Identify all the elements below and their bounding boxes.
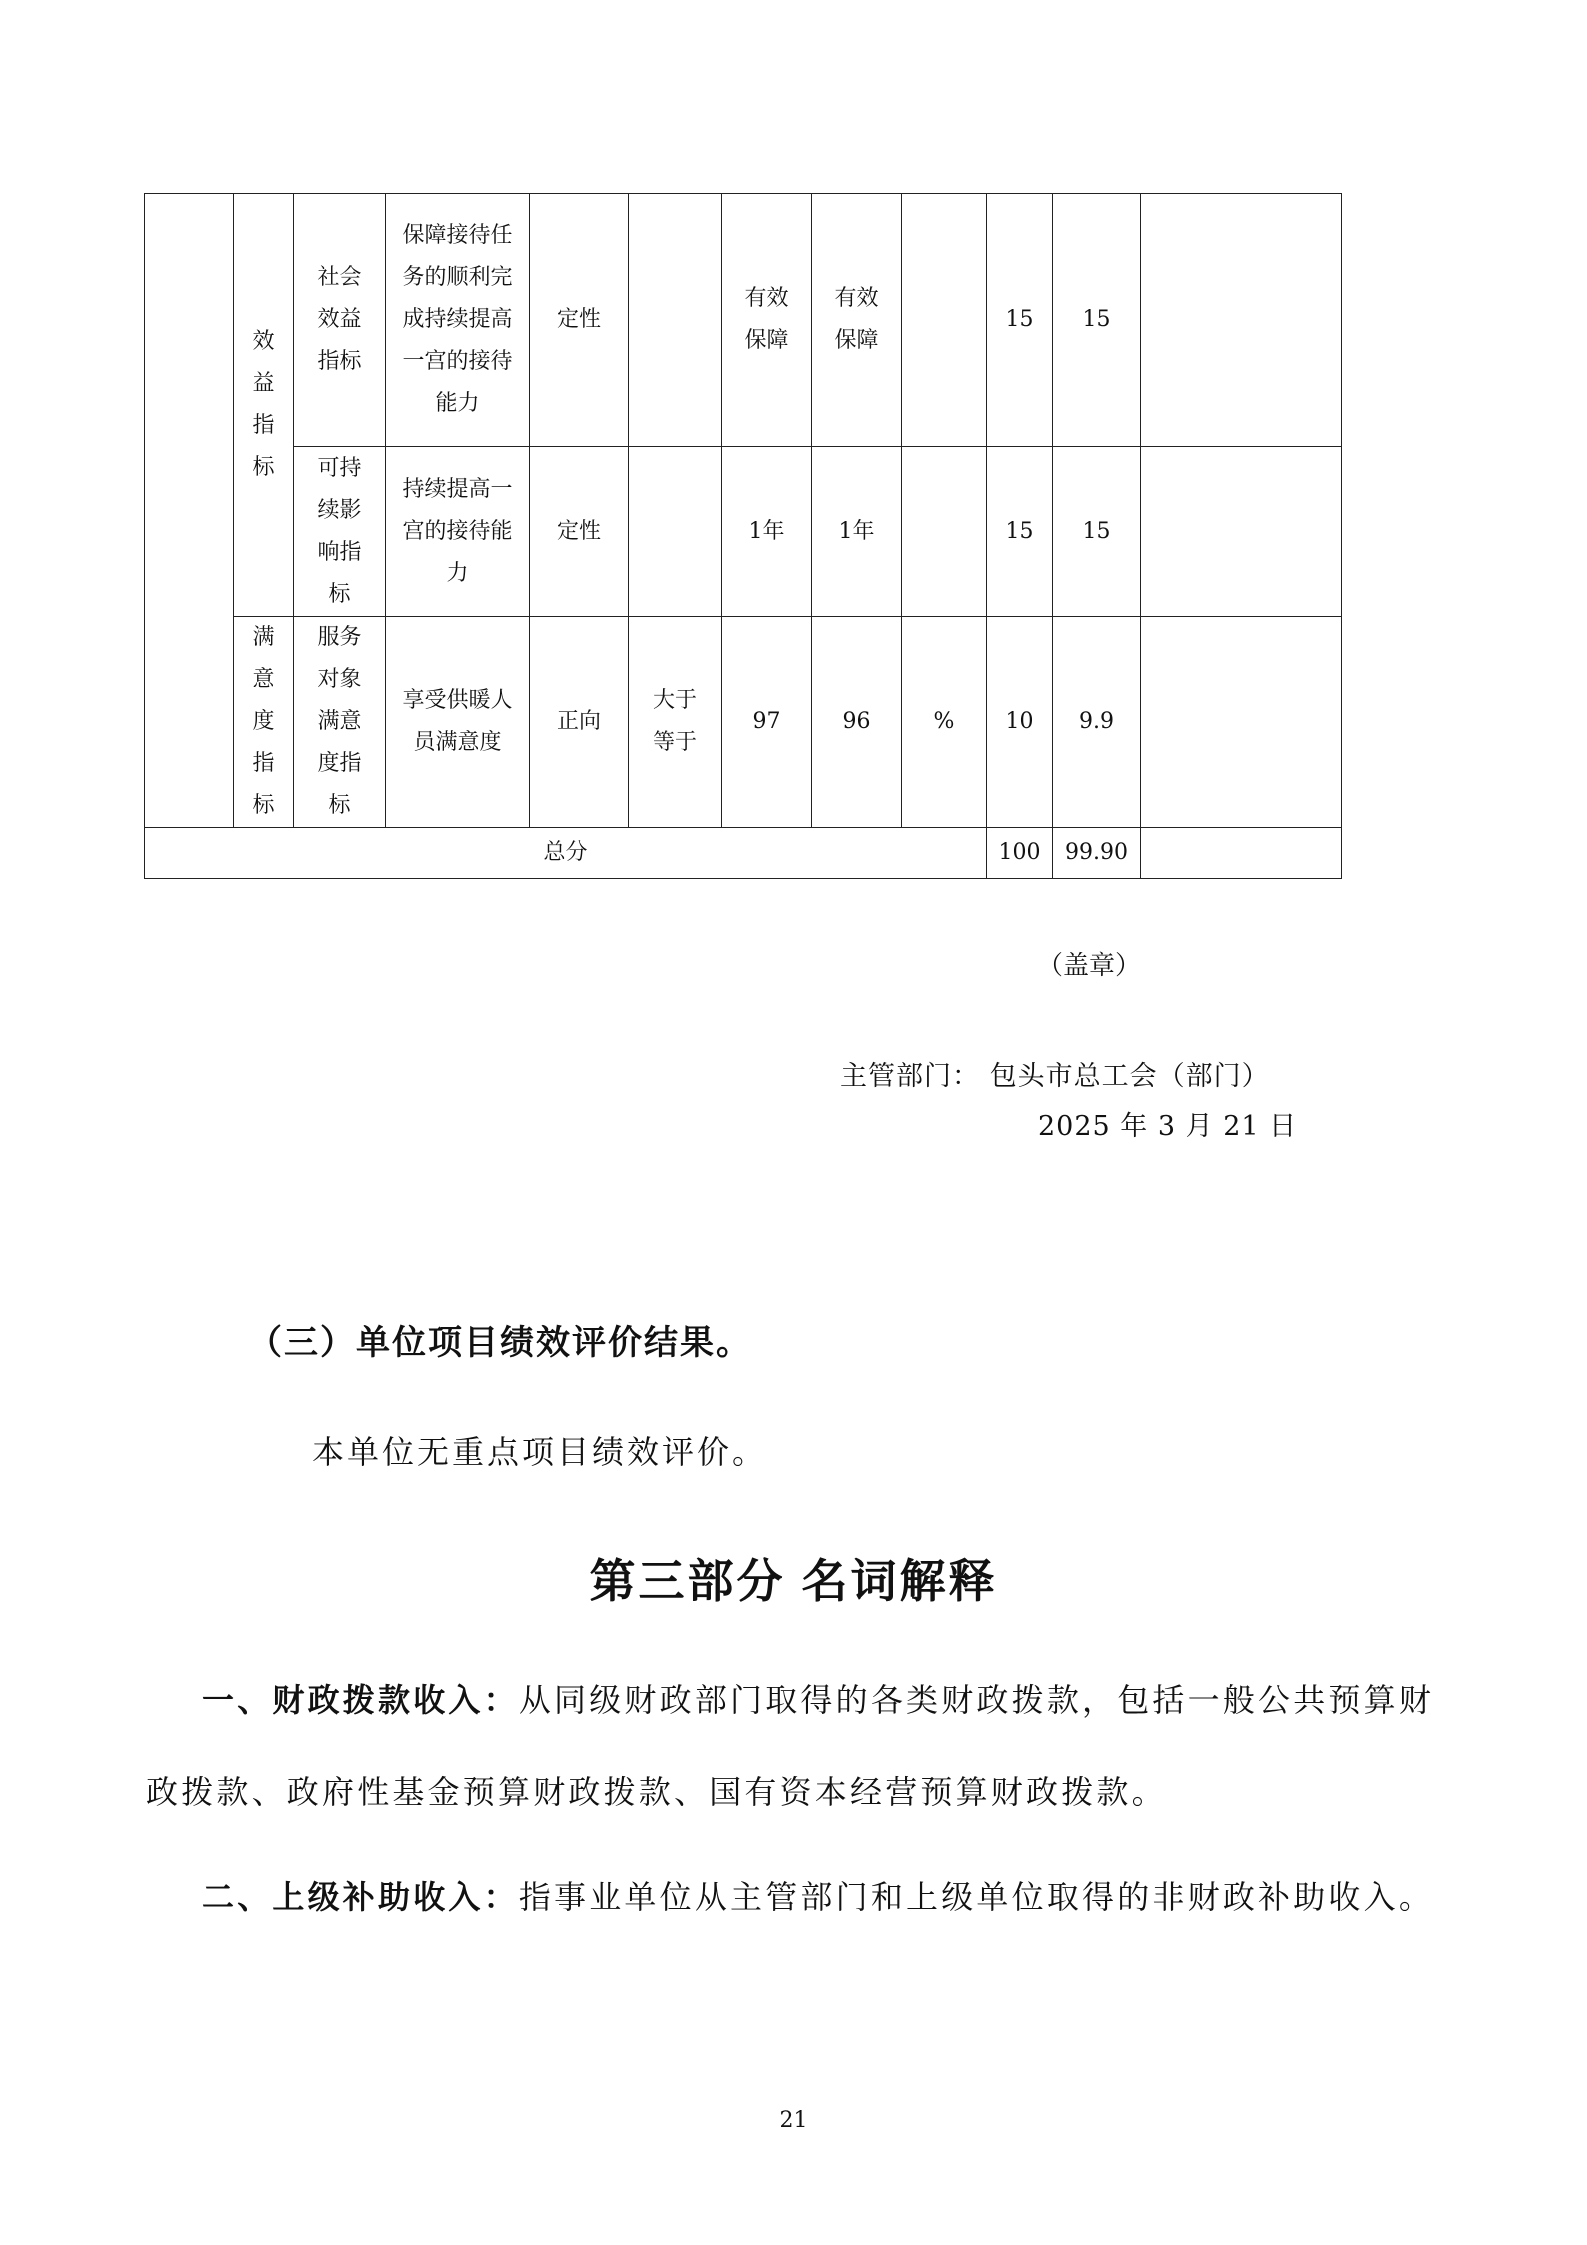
level2-cell: 效 益 指 标 <box>234 194 294 617</box>
definition-paragraph <box>146 1851 1446 1943</box>
definition-text: 从同级财政部门取得的各类财政拨款，包括一般公共预算财政拨款、政府性基金预算财政拨款、国有资本经营预算财政拨款。 <box>146 1681 1435 1811</box>
unit-cell <box>902 194 987 447</box>
unit-cell <box>902 447 987 617</box>
department-line: 主管部门： 包头市总工会（部门） <box>840 1061 1270 1092</box>
nature-cell: 定性 <box>530 447 629 617</box>
level2-cell: 满 意 度 指 标 <box>234 617 294 828</box>
indicator-cell: 享受供暖人 员满意度 <box>386 617 530 828</box>
score-cell: 9.9 <box>1053 617 1141 828</box>
section-body: 本单位无重点项目绩效评价。 <box>312 1433 768 1471</box>
operator-cell: 大于 等于 <box>629 617 722 828</box>
actual-cell: 1年 <box>812 447 902 617</box>
level3-cell: 社会 效益 指标 <box>294 194 386 447</box>
part-name: 名词解释 <box>801 1554 998 1608</box>
section-heading: （三）单位项目绩效评价结果。 <box>248 1323 752 1363</box>
page-number: 21 <box>779 2108 808 2133</box>
actual-cell: 有效 保障 <box>812 194 902 447</box>
weight-cell: 15 <box>987 194 1053 447</box>
total-score: 99.90 <box>1053 828 1141 879</box>
weight-cell: 10 <box>987 617 1053 828</box>
score-cell: 15 <box>1053 194 1141 447</box>
table-row <box>145 617 1342 828</box>
target-cell: 有效 保障 <box>722 194 812 447</box>
total-weight: 100 <box>987 828 1053 879</box>
unit-cell: % <box>902 617 987 828</box>
target-cell: 97 <box>722 617 812 828</box>
weight-cell: 15 <box>987 447 1053 617</box>
part-title <box>0 1545 1587 1611</box>
target-cell: 1年 <box>722 447 812 617</box>
total-remark <box>1141 828 1342 879</box>
definition-text: 指事业单位从主管部门和上级单位取得的非财政补助收入。 <box>518 1878 1435 1916</box>
total-label: 总分 <box>145 828 987 879</box>
indicator-cell: 保障接待任 务的顺利完 成持续提高 一宫的接待 能力 <box>386 194 530 447</box>
level3-cell: 可持 续影 响指 标 <box>294 447 386 617</box>
level1-cell <box>145 194 234 828</box>
table-row <box>145 447 1342 617</box>
score-cell: 15 <box>1053 447 1141 617</box>
date-line: 2025 年 3 月 21 日 <box>1038 1111 1298 1142</box>
nature-cell: 定性 <box>530 194 629 447</box>
operator-cell <box>629 447 722 617</box>
remark-cell <box>1141 194 1342 447</box>
definition-term: 一、财政拨款收入： <box>202 1681 519 1719</box>
indicator-cell: 持续提高一 宫的接待能 力 <box>386 447 530 617</box>
table-total-row <box>145 828 1342 879</box>
actual-cell: 96 <box>812 617 902 828</box>
part-number: 第三部分 <box>589 1554 786 1608</box>
operator-cell <box>629 194 722 447</box>
nature-cell: 正向 <box>530 617 629 828</box>
definition-paragraph <box>146 1654 1446 1838</box>
definition-term: 二、上级补助收入： <box>202 1878 519 1916</box>
remark-cell <box>1141 617 1342 828</box>
performance-table <box>144 193 1342 879</box>
table-row <box>145 194 1342 447</box>
level3-cell: 服务 对象 满意 度指 标 <box>294 617 386 828</box>
stamp-label: （盖章） <box>1037 951 1142 981</box>
remark-cell <box>1141 447 1342 617</box>
